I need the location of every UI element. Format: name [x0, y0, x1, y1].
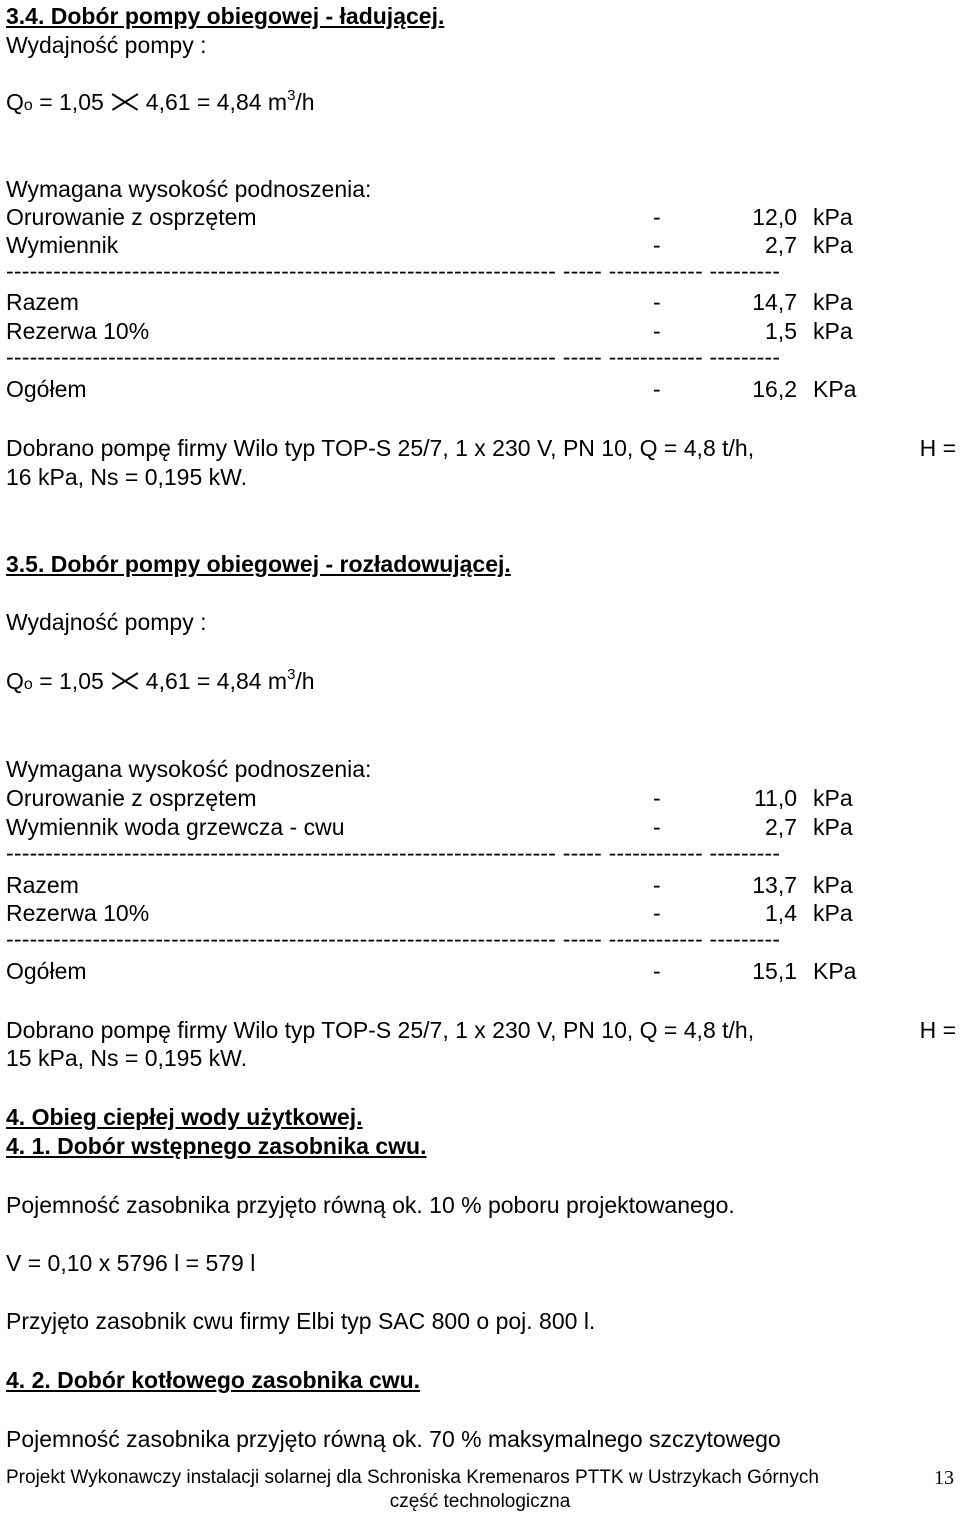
- footer-subtitle: część technologiczna: [389, 1491, 571, 1512]
- row-dash: -: [653, 318, 661, 344]
- page-number: 13: [934, 1467, 954, 1489]
- row-unit: kPa: [813, 785, 853, 811]
- paragraph: Pojemność zasobnika przyjęto równą ok. 10 % poboru projektowanego.: [6, 1192, 735, 1218]
- row-dash: -: [653, 289, 661, 315]
- separator-line: ---------------------------------------------------------------------- ----- ------------ ---------: [6, 344, 781, 370]
- multiply-icon: [110, 671, 140, 691]
- section-heading-3-5: 3.5. Dobór pompy obiegowej - rozładowującej.: [6, 551, 511, 577]
- row-value: 13,7: [752, 872, 797, 898]
- row-value: 11,0: [753, 785, 797, 811]
- pump-selection: Dobrano pompę firmy Wilo typ TOP-S 25/7, 1 x 230 V, PN 10, Q = 4,8 t/h,: [6, 435, 755, 461]
- formula-unit: /h: [295, 89, 315, 115]
- formula-subscript: o: [23, 97, 33, 114]
- row-name: Rezerwa 10%: [6, 318, 150, 344]
- row-name: Orurowanie z osprzętem: [6, 204, 257, 230]
- row-unit: kPa: [813, 900, 853, 926]
- formula-exponent: 3: [287, 666, 296, 683]
- row-dash: -: [653, 958, 661, 984]
- pump-selection-h: H =: [919, 435, 956, 461]
- paragraph: Przyjęto zasobnik cwu firmy Elbi typ SAC 800 o poj. 800 l.: [6, 1308, 596, 1334]
- row-value: 2,7: [765, 814, 797, 840]
- flow-label: Wydajność pompy :: [6, 609, 207, 635]
- row-name: Orurowanie z osprzętem: [6, 785, 257, 811]
- row-dash: -: [653, 204, 661, 230]
- row-unit: kPa: [813, 872, 853, 898]
- flow-formula: [6, 88, 315, 120]
- row-value: 1,4: [765, 900, 797, 926]
- flow-formula: [6, 667, 315, 699]
- separator-line: ---------------------------------------------------------------------- ----- ------------ ---------: [6, 258, 781, 284]
- pump-selection: Dobrano pompę firmy Wilo typ TOP-S 25/7, 1 x 230 V, PN 10, Q = 4,8 t/h,: [6, 1017, 755, 1043]
- row-unit: kPa: [813, 232, 853, 258]
- pump-selection-cont: 15 kPa, Ns = 0,195 kW.: [6, 1045, 247, 1071]
- row-dash: -: [653, 872, 661, 898]
- paragraph: Pojemność zasobnika przyjęto równą ok. 70 % maksymalnego szczytowego: [6, 1426, 781, 1452]
- formula-factor: = 1,05: [39, 668, 104, 694]
- row-value: 14,7: [752, 289, 797, 315]
- section-heading-4-1: 4. 1. Dobór wstępnego zasobnika cwu.: [6, 1133, 427, 1159]
- formula-rest: 4,61 = 4,84 m: [145, 89, 288, 115]
- row-dash: -: [653, 900, 661, 926]
- row-name: Ogółem: [6, 376, 87, 402]
- lift-label: Wymagana wysokość podnoszenia:: [6, 176, 372, 202]
- row-dash: -: [653, 785, 661, 811]
- row-value: 12,0: [752, 204, 797, 230]
- row-name: Rezerwa 10%: [6, 900, 150, 926]
- section-heading-4: 4. Obieg ciepłej wody użytkowej.: [6, 1104, 363, 1130]
- formula-exponent: 3: [287, 87, 296, 104]
- formula-q: Q: [6, 89, 24, 115]
- row-name: Razem: [6, 289, 79, 315]
- row-unit: kPa: [813, 289, 853, 315]
- row-name: Razem: [6, 872, 79, 898]
- row-dash: -: [653, 376, 661, 402]
- separator-line: ---------------------------------------------------------------------- ----- ------------ ---------: [6, 840, 781, 866]
- lift-label: Wymagana wysokość podnoszenia:: [6, 756, 372, 782]
- pump-selection-h: H =: [919, 1017, 956, 1043]
- row-value: 2,7: [765, 232, 797, 258]
- formula-q: Q: [6, 668, 24, 694]
- row-unit: kPa: [813, 814, 853, 840]
- row-unit: KPa: [813, 376, 857, 402]
- row-value: 1,5: [765, 318, 797, 344]
- formula-rest: 4,61 = 4,84 m: [145, 668, 288, 694]
- multiply-icon: [110, 92, 140, 112]
- row-value: 15,1: [752, 958, 797, 984]
- row-unit: kPa: [813, 318, 853, 344]
- paragraph: V = 0,10 x 5796 l = 579 l: [6, 1250, 256, 1276]
- row-unit: kPa: [813, 204, 853, 230]
- separator-line: ---------------------------------------------------------------------- ----- ------------ ---------: [6, 926, 781, 952]
- row-name: Wymiennik woda grzewcza - cwu: [6, 814, 345, 840]
- row-value: 16,2: [752, 376, 797, 402]
- row-dash: -: [653, 232, 661, 258]
- row-name: Ogółem: [6, 958, 87, 984]
- formula-subscript: o: [23, 676, 33, 693]
- row-name: Wymiennik: [6, 232, 119, 258]
- row-dash: -: [653, 814, 661, 840]
- row-unit: KPa: [813, 958, 857, 984]
- pump-selection-cont: 16 kPa, Ns = 0,195 kW.: [6, 464, 247, 490]
- footer-project-title: Projekt Wykonawczy instalacji solarnej dla Schroniska Kremenaros PTTK w Ustrzykach Górnych: [6, 1467, 819, 1488]
- formula-unit: /h: [295, 668, 315, 694]
- section-heading-4-2: 4. 2. Dobór kotłowego zasobnika cwu.: [6, 1367, 421, 1393]
- flow-label: Wydajność pompy :: [6, 32, 207, 58]
- section-heading-3-4: 3.4. Dobór pompy obiegowej - ładującej.: [6, 3, 445, 29]
- formula-factor: = 1,05: [39, 89, 104, 115]
